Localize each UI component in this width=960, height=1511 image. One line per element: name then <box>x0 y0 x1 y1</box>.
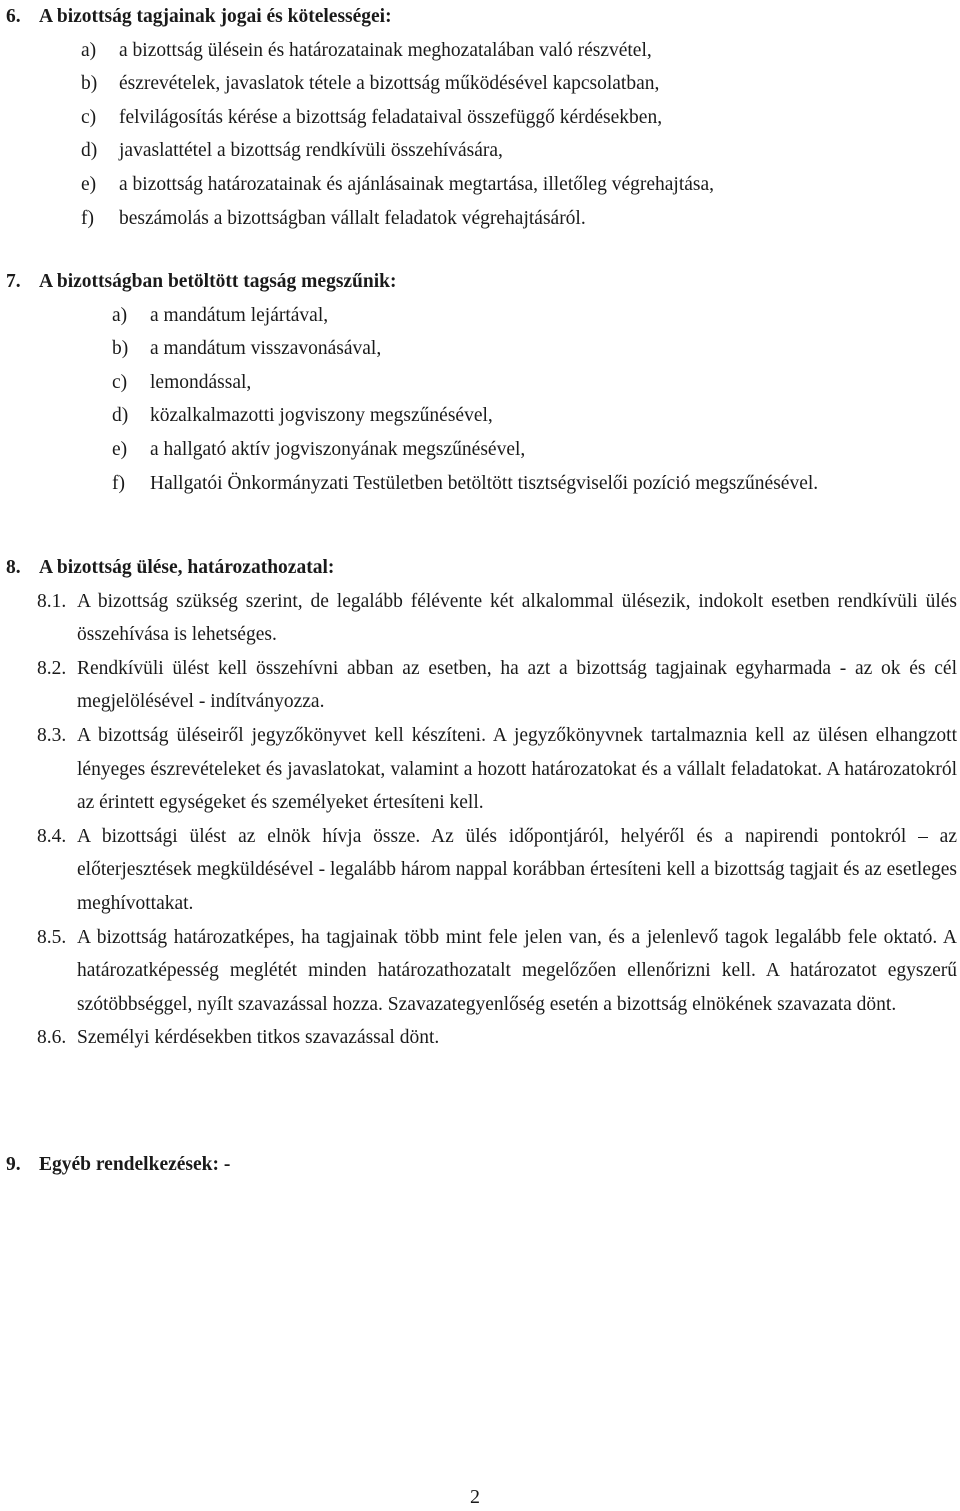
list-item-text: beszámolás a bizottságban vállalt feladatok végrehajtásáról. <box>119 207 586 229</box>
section-9-heading <box>0 1148 960 1182</box>
list-marker: e) <box>112 438 128 460</box>
list-marker: d) <box>81 140 98 162</box>
list-item-text: a bizottság ülésein és határozatainak meghozatalában való részvétel, <box>119 39 652 61</box>
list-item-text: a bizottság határozatainak és ajánlásainak megtartása, illetőleg végrehajtása, <box>119 173 715 195</box>
section-7-heading <box>0 265 960 299</box>
list-marker: a) <box>81 39 97 61</box>
section-title: A bizottság ülése, határozathozatal: <box>39 557 335 578</box>
list-item <box>0 399 960 433</box>
section-number: 7. <box>6 271 21 292</box>
list-item-text: Személyi kérdésekben titkos szavazással dönt. <box>77 1027 440 1049</box>
section-title: A bizottság tagjainak jogai és kötelességei: <box>39 6 392 27</box>
list-marker: a) <box>112 304 128 326</box>
list-item-text: felvilágosítás kérése a bizottság feladataival összefüggő kérdésekben, <box>119 106 663 128</box>
list-marker: 8.2. <box>37 657 67 679</box>
section-6 <box>0 0 960 235</box>
list-marker: b) <box>81 73 98 95</box>
list-marker: d) <box>112 405 129 427</box>
list-item <box>0 67 960 101</box>
list-item-text: lemondással, <box>150 371 252 393</box>
section-9 <box>0 1148 960 1182</box>
section-number: 8. <box>6 557 21 578</box>
list-item <box>0 719 960 820</box>
list-item-text: A bizottság üléseiről jegyzőkönyvet kell készíteni. A jegyzőkönyvnek tartalmaznia kell az ülésen elhangzott lényeges észrevételeket és javaslatokat, valamint a hozott határozatokat és a vállalt feladatokat. A határozatokról az érintett egységeket és személyeket értesíteni kell. <box>77 724 957 814</box>
list-marker: 8.6. <box>37 1027 67 1049</box>
list-marker: 8.1. <box>37 590 67 612</box>
list-item <box>0 467 960 501</box>
list-item <box>0 433 960 467</box>
list-item <box>0 366 960 400</box>
list-marker: 8.5. <box>37 926 67 948</box>
section-title: Egyéb rendelkezések: - <box>39 1154 231 1175</box>
section-8 <box>0 551 960 1055</box>
section-number: 6. <box>6 6 21 27</box>
list-marker: c) <box>112 371 128 393</box>
list-item <box>0 299 960 333</box>
list-item <box>0 921 960 1022</box>
list-item <box>0 34 960 68</box>
list-item <box>0 652 960 719</box>
list-item <box>0 101 960 135</box>
list-marker: e) <box>81 173 97 195</box>
section-number: 9. <box>6 1154 21 1175</box>
list-marker: f) <box>81 207 94 229</box>
list-item-text: A bizottság szükség szerint, de legalább félévente két alkalommal ülésezik, indokolt esetben rendkívüli ülés összehívása is lehetséges. <box>77 590 957 646</box>
list-item <box>0 134 960 168</box>
list-marker: c) <box>81 106 97 128</box>
list-item-text: észrevételek, javaslatok tétele a bizottság működésével kapcsolatban, <box>119 73 660 95</box>
list-item-text: Rendkívüli ülést kell összehívni abban az esetben, ha azt a bizottság tagjainak egyharmada - az ok és cél megjelölésével - indítványozza. <box>77 657 957 713</box>
list-item-text: a mandátum lejártával, <box>150 304 329 326</box>
list-marker: b) <box>112 338 129 360</box>
list-item-text: javaslattétel a bizottság rendkívüli összehívására, <box>119 140 503 162</box>
section-title: A bizottságban betöltött tagság megszűnik: <box>39 271 397 292</box>
section-7 <box>0 265 960 500</box>
page-number: 2 <box>470 1486 480 1508</box>
list-item <box>0 585 960 652</box>
list-item-text: a mandátum visszavonásával, <box>150 338 382 360</box>
list-item-text: közalkalmazotti jogviszony megszűnésével, <box>150 405 493 427</box>
list-item-text: A bizottság határozatképes, ha tagjainak több mint fele jelen van, és a jelenlevő tagok legalább fele oktató. A határozatképesség meglétét minden határozathozatalt megelőzően ellenőrizni kell. A határozatot egyszerű szótöbbséggel, nyílt szavazással hozza. Szavazategyenlőség esetén a bizottság elnökének szavazata dönt. <box>77 926 957 1015</box>
list-item <box>0 168 960 202</box>
list-item-text: A bizottsági ülést az elnök hívja össze. Az ülés időpontjáról, helyéről és a napirendi pontokról – az előterjesztések megküldésével - legalább három nappal korábban értesíteni kell a bizottság tagjait és az esetleges meghívottakat. <box>77 825 957 914</box>
list-item <box>0 202 960 236</box>
list-item-text: a hallgató aktív jogviszonyának megszűnésével, <box>150 438 526 460</box>
list-marker: 8.3. <box>37 724 67 746</box>
list-item <box>0 820 960 921</box>
list-marker: f) <box>112 472 125 494</box>
section-6-heading <box>0 0 960 34</box>
section-8-heading <box>0 551 960 585</box>
list-item <box>0 1021 960 1055</box>
list-item-text: Hallgatói Önkormányzati Testületben betöltött tisztségviselői pozíció megszűnésével. <box>150 472 819 494</box>
list-item <box>0 332 960 366</box>
list-marker: 8.4. <box>37 825 67 847</box>
